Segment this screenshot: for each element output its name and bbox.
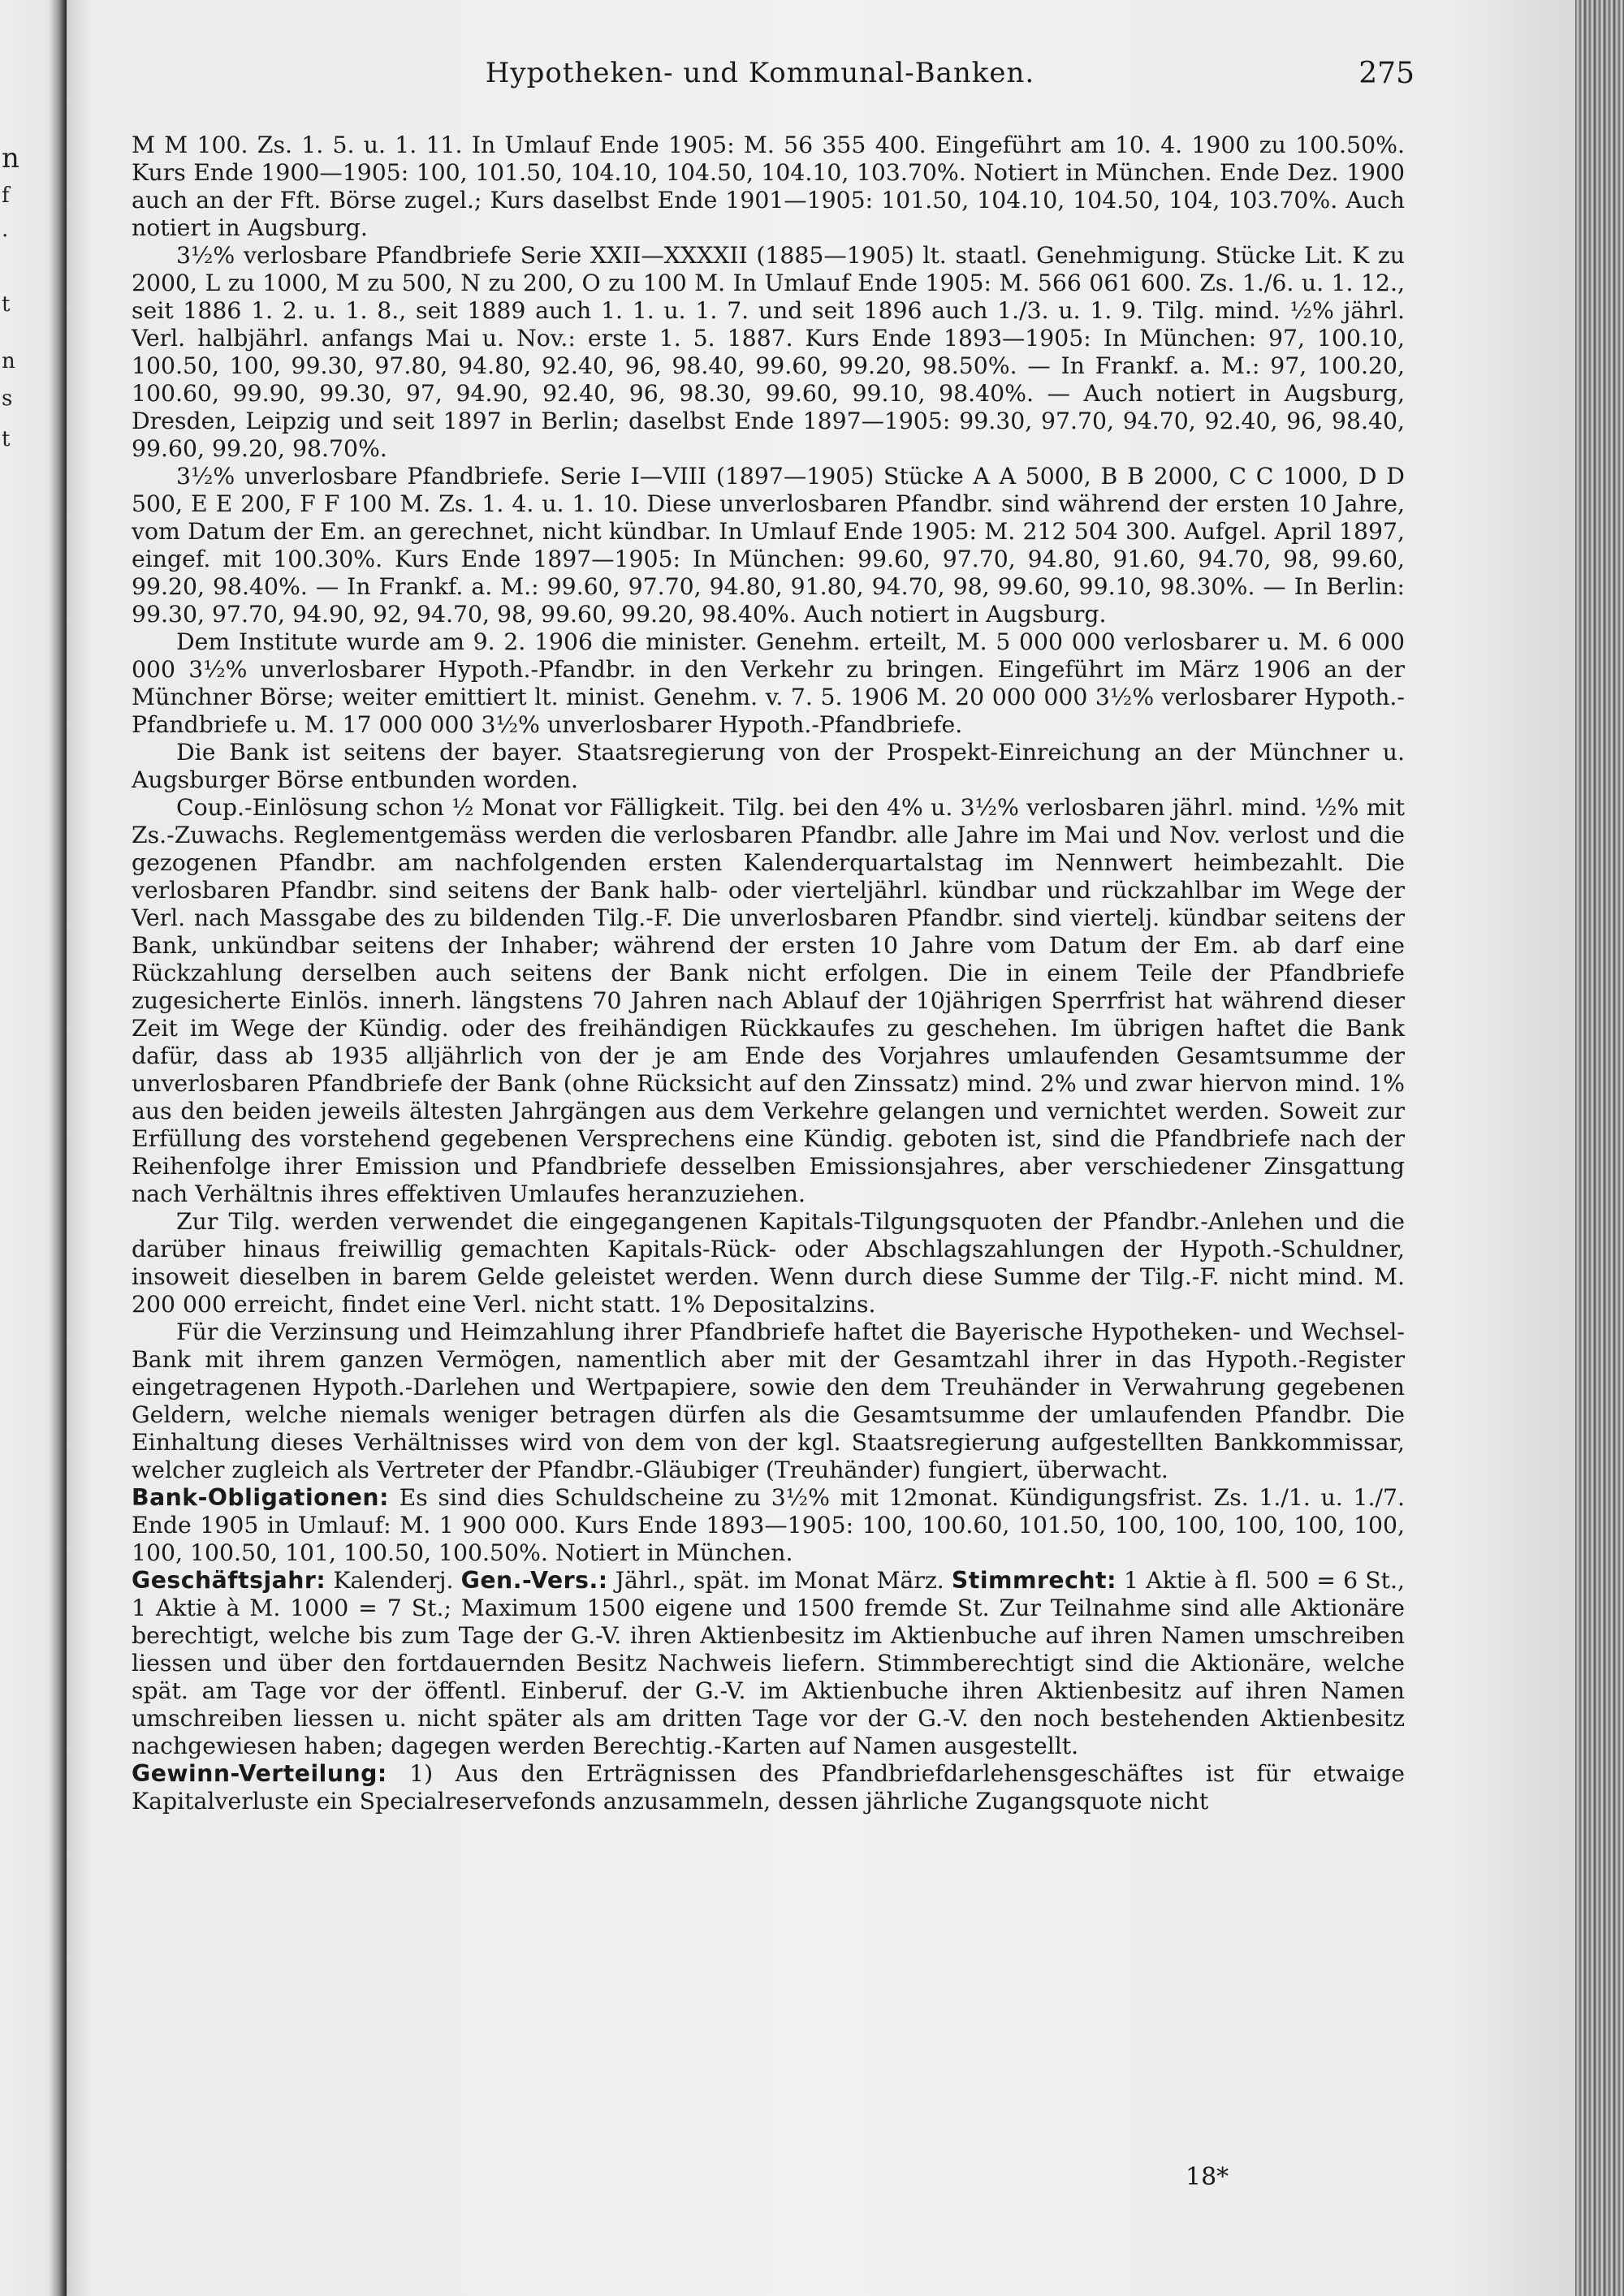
- paragraph: [132, 132, 1405, 242]
- margin-fragment: t: [2, 292, 11, 317]
- paragraph-text: 3½% unverlosbare Pfandbriefe. Serie I—VIII (1897—1905) Stücke A A 5000, B B 2000, C C 1000, D D 500, E E 200, F F 100 M. Zs. 1. 4. u. 1. 10. Diese unverlosbaren Pfandbr. sind während der ersten 10 Jahre, vom Datum der Em. an gerechnet, nicht kündbar. In Umlauf Ende 1905: M. 212 504 300. Aufgel. April 1897, eingef. mit 100.30%. Kurs Ende 1897—1905: In München: 99.60, 97.70, 94.80, 91.60, 94.70, 98, 99.60, 99.20, 98.40%. — In Frankf. a. M.: 99.60, 97.70, 94.80, 91.80, 94.70, 98, 99.60, 99.10, 98.30%. — In Berlin: 99.30, 97.70, 94.90, 92, 94.70, 98, 99.60, 99.20, 98.40%. Auch notiert in Augsburg.: [132, 463, 1405, 628]
- paragraph-text: 1 Aktie à fl. 500 = 6 St., 1 Aktie à M. 1000 = 7 St.; Maximum 1500 eigene und 1500 fremde St. Zur Teilnahme sind alle Aktionäre berechtigt, welche bis zum Tage der G.-V. ihren Aktienbesitz im Aktienbuche auf ihren Namen umschreiben liessen und über den fortdauernden Besitz Nachweis liefern. Stimmberechtigt sind die Aktionäre, welche spät. am Tage vor der öffentl. Einberuf. der G.-V. im Aktienbuche ihren Aktienbesitz auf ihren Namen umschreiben liessen u. nicht später als am dritten Tage vor der G.-V. den noch bestehenden Aktienbesitz nachgewiesen haben; dagegen werden Berechtig.-Karten auf Namen ausgestellt.: [132, 1567, 1405, 1759]
- paragraph: [132, 739, 1405, 794]
- paragraph: [132, 1208, 1405, 1318]
- paragraph: [132, 794, 1405, 1208]
- adjacent-page-edge: [0, 0, 67, 2296]
- paragraph-text: Coup.-Einlösung schon ½ Monat vor Fälligkeit. Tilg. bei den 4% u. 3½% verlosbaren jährl. mind. ½% mit Zs.-Zuwachs. Reglementgemäss werden die verlosbaren Pfandbr. alle Jahre im Mai und Nov. verlost und die gezogenen Pfandbr. am nachfolgenden ersten Kalenderquartalstag im Nennwert heimbezahlt. Die verlosbaren Pfandbr. sind seitens der Bank halb- oder vierteljährl. kündbar und rückzahlbar im Wege der Verl. nach Massgabe des zu bildenden Tilg.-F. Die unverlosbaren Pfandbr. sind viertelj. kündbar seitens der Bank, unkündbar seitens der Inhaber; während der ersten 10 Jahre vom Datum der Em. ab darf eine Rückzahlung derselben auch seitens der Bank nicht erfolgen. Die in einem Teile der Pfandbriefe zugesicherte Einlös. innerh. längstens 70 Jahren nach Ablauf der 10jährigen Sperrfrist hat während dieser Zeit im Wege der Kündig. oder des freihändigen Rückkaufes zu geschehen. Im übrigen haftet die Bank dafür, dass ab 1935 alljährlich von der je am Ende des Vorjahres umlaufenden Gesamtsumme der unverlosbaren Pfandbriefe der Bank (ohne Rücksicht auf den Zinssatz) mind. 2% und zwar hiervon mind. 1% aus den beiden jeweils ältesten Jahrgängen aus dem Verkehre gelangen und vernichtet werden. Soweit zur Erfüllung des vorstehend gegebenen Versprechens eine Kündig. geboten ist, sind die Pfandbriefe nach der Reihenfolge ihrer Emission und Pfandbriefe desselben Emissionsjahres, aber verschiedener Zinsgattung nach Verhältnis ihres effektiven Umlaufes heranzuziehen.: [132, 794, 1405, 1207]
- section-label: Gen.-Vers.:: [460, 1567, 608, 1594]
- page-number: 275: [1358, 57, 1415, 90]
- margin-fragment: t: [2, 427, 11, 451]
- paragraph-text: 3½% verlosbare Pfandbriefe Serie XXII—XXXXII (1885—1905) lt. staatl. Genehmigung. Stücke Lit. K zu 2000, L zu 1000, M zu 500, N zu 200, O zu 100 M. In Umlauf Ende 1905: M. 566 061 600. Zs. 1./6. u. 1. 12., seit 1886 1. 2. u. 1. 8., seit 1889 auch 1. 1. u. 1. 7. und seit 1896 auch 1./3. u. 1. 9. Tilg. mind. ½% jährl. Verl. halbjährl. anfangs Mai u. Nov.: erste 1. 5. 1887. Kurs Ende 1893—1905: In München: 97, 100.10, 100.50, 100, 99.30, 97.80, 94.80, 92.40, 96, 98.40, 99.60, 99.20, 98.50%. — In Frankf. a. M.: 97, 100.20, 100.60, 99.90, 99.30, 97, 94.90, 92.40, 96, 98.30, 99.60, 99.10, 98.40%. — Auch notiert in Augsburg, Dresden, Leipzig und seit 1897 in Berlin; daselbst Ende 1897—1905: 99.30, 97.70, 94.70, 92.40, 96, 98.40, 99.60, 99.20, 98.70%.: [132, 242, 1405, 462]
- section-label: Stimmrecht:: [951, 1567, 1116, 1594]
- paragraph-text: Es sind dies Schuldscheine zu 3½% mit 12monat. Kündigungsfrist. Zs. 1./1. u. 1./7. Ende 1905 in Umlauf: M. 1 900 000. Kurs Ende 1893—1905: 100, 100.60, 101.50, 100, 100, 100, 100, 100, 100, 100.50, 101, 100.50, 100.50%. Notiert in München.: [132, 1484, 1405, 1566]
- body-text: [132, 132, 1405, 1815]
- paragraph-text: 1) Aus den Erträgnissen des Pfandbriefdarlehensgeschäftes ist für etwaige Kapitalverluste ein Specialreservefonds anzusammeln, dessen jährliche Zugangsquote nicht: [132, 1760, 1405, 1815]
- paragraph: [132, 1567, 1405, 1760]
- paragraph-text: Jährl., spät. im Monat März.: [607, 1567, 952, 1594]
- paragraph-text: M M 100. Zs. 1. 5. u. 1. 11. In Umlauf Ende 1905: M. 56 355 400. Eingeführt am 10. 4. 1900 zu 100.50%. Kurs Ende 1900—1905: 100, 101.50, 104.10, 104.50, 104.10, 103.70%. Notiert in München. Ende Dez. 1900 auch an der Fft. Börse zugel.; Kurs daselbst Ende 1901—1905: 101.50, 104.10, 104.50, 104, 103.70%. Auch notiert in Augsburg.: [132, 132, 1405, 241]
- paragraph: [132, 628, 1405, 739]
- paragraph-text: Die Bank ist seitens der bayer. Staatsregierung von der Prospekt-Einreichung an der Münchner u. Augsburger Börse entbunden worden.: [132, 739, 1405, 793]
- paragraph-text: Dem Institute wurde am 9. 2. 1906 die minister. Genehm. erteilt, M. 5 000 000 verlosbarer u. M. 6 000 000 3½% unverlosbarer Hypoth.-Pfandbr. in den Verkehr zu bringen. Eingeführt im März 1906 an der Münchner Börse; weiter emittiert lt. minist. Genehm. v. 7. 5. 1906 M. 20 000 000 3½% verlosbarer Hypoth.-Pfandbriefe u. M. 17 000 000 3½% unverlosbarer Hypoth.-Pfandbriefe.: [132, 628, 1405, 738]
- paragraph: [132, 463, 1405, 628]
- paragraph-text: Zur Tilg. werden verwendet die eingegangenen Kapitals-Tilgungsquoten der Pfandbr.-Anlehen und die darüber hinaus freiwillig gemachten Kapitals-Rück- oder Abschlagszahlungen der Hypoth.-Schuldner, insoweit dieselben in barem Gelde geleistet werden. Wenn durch diese Summe der Tilg.-F. nicht mind. M. 200 000 erreicht, findet eine Verl. nicht statt. 1% Depositalzins.: [132, 1208, 1405, 1318]
- running-header: [106, 57, 1415, 94]
- section-label: Bank-Obligationen:: [132, 1484, 389, 1511]
- paragraph: [132, 242, 1405, 463]
- paragraph: [132, 1318, 1405, 1484]
- paragraph: [132, 1484, 1405, 1567]
- section-label: Gewinn-Verteilung:: [132, 1760, 387, 1787]
- paragraph-text: Für die Verzinsung und Heimzahlung ihrer Pfandbriefe haftet die Bayerische Hypotheken- und Wechsel-Bank mit ihrem ganzen Vermögen, namentlich aber mit der Gesamtzahl ihrer in das Hypoth.-Register eingetragenen Hypoth.-Darlehen und Wertpapiere, sowie den dem Treuhänder in Verwahrung gegebenen Geldern, welche niemals weniger betragen dürfen als die Gesamtsumme der umlaufenden Pfandbr. Die Einhaltung dieses Verhältnisses wird von dem von der kgl. Staatsregierung aufgestellten Bankkommissar, welcher zugleich als Vertreter der Pfandbr.-Gläubiger (Treuhänder) fungiert, überwacht.: [132, 1318, 1405, 1483]
- signature-mark: 18*: [1186, 2163, 1229, 2191]
- page-stack-edge: [1575, 0, 1624, 2296]
- margin-fragment: n: [2, 349, 15, 373]
- section-label: Geschäftsjahr:: [132, 1567, 326, 1594]
- paragraph: [132, 1760, 1405, 1815]
- margin-fragment: f: [2, 183, 10, 208]
- margin-fragment: .: [2, 218, 9, 242]
- margin-fragment: s: [2, 386, 13, 411]
- running-title: Hypotheken- und Kommunal-Banken.: [485, 57, 1035, 89]
- paragraph-text: Kalenderj.: [326, 1567, 461, 1594]
- margin-fragment: n: [2, 142, 19, 175]
